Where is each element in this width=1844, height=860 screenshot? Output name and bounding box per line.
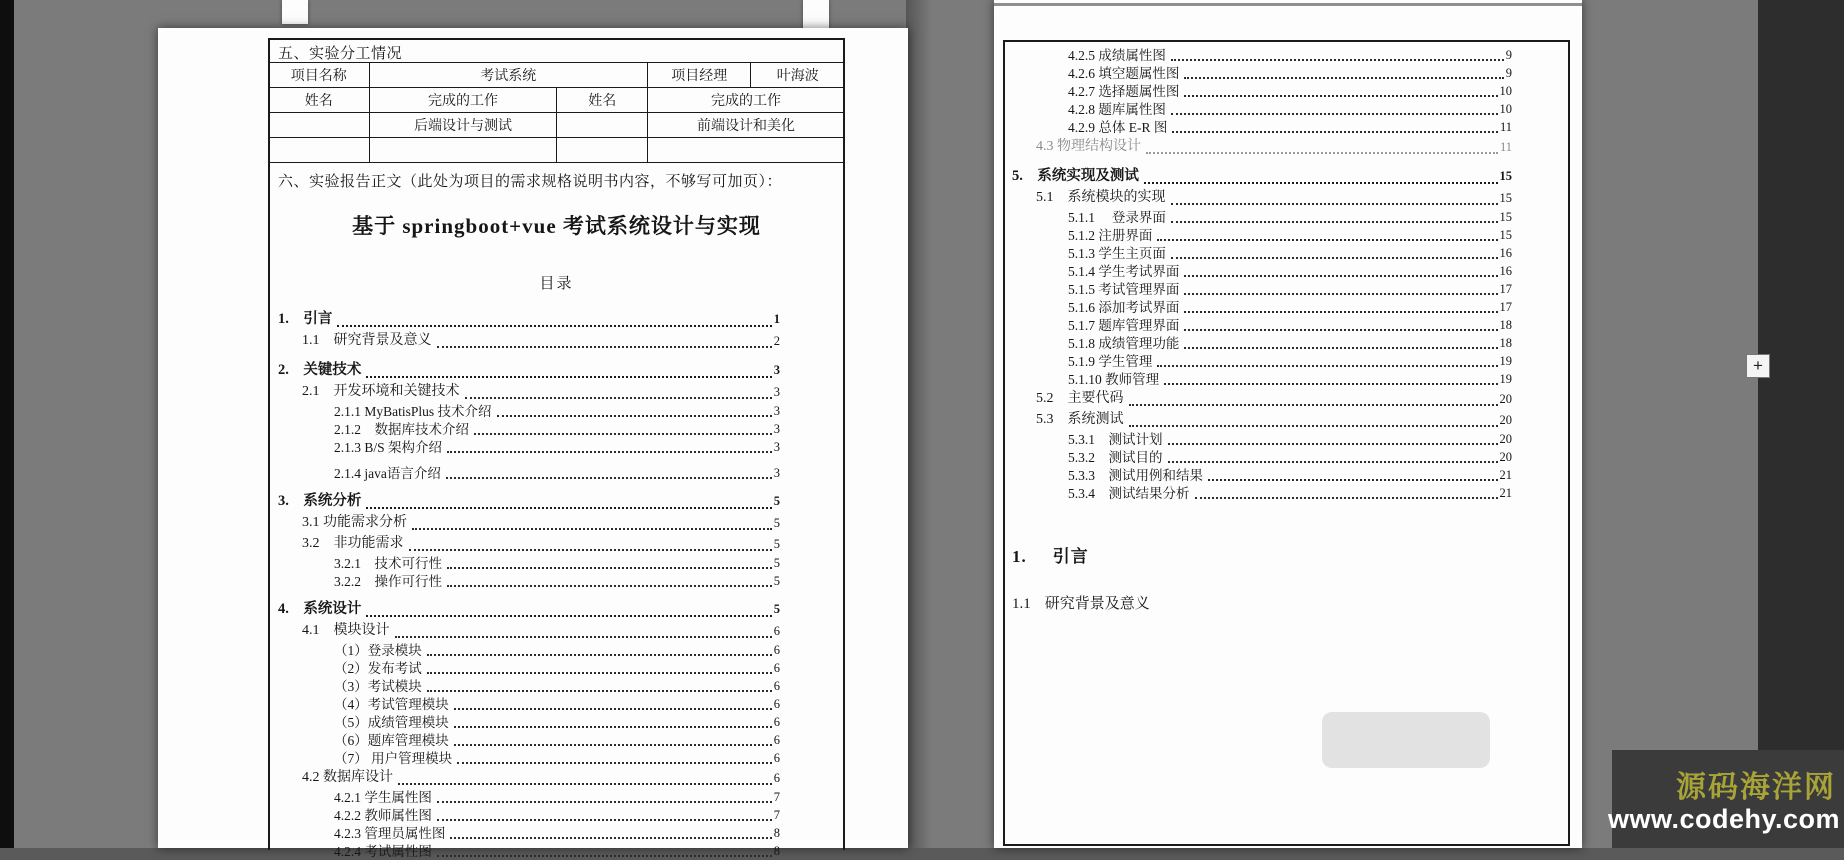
toc-dot-leader (1195, 497, 1498, 499)
section-1-1-heading (1012, 592, 1150, 613)
toc-dot-leader (465, 397, 772, 399)
cell-project-name-label: 项目名称 (269, 63, 370, 88)
toc-entry-label: 2. 关键技术 (278, 362, 362, 378)
toc-dot-leader (1171, 257, 1498, 259)
table-row (269, 113, 845, 138)
toc-entry-label: 5. 系统实现及测试 (1012, 168, 1139, 184)
cell-empty (557, 138, 647, 163)
toc-entry-page-number: 15 (1499, 210, 1512, 224)
toc-entry-label: 5.1.4 学生考试界面 (1068, 264, 1180, 279)
toc-dot-leader (447, 451, 772, 453)
toc-entry[interactable] (1012, 448, 1512, 466)
toc-dot-leader (1146, 152, 1498, 154)
toc-dot-leader (1171, 221, 1498, 223)
toc-entry-page-number: 1 (773, 312, 780, 326)
toc-entry-page-number: 5 (773, 556, 780, 570)
toc-entry-label: 5.3.3 测试用例和结果 (1068, 468, 1203, 483)
toc-entry[interactable] (1012, 409, 1512, 430)
toc-entry-page-number: 7 (773, 808, 780, 822)
toc-dot-leader (437, 801, 772, 803)
toc-dot-leader (1184, 275, 1497, 277)
toc-entry-label: 5.1.3 学生主页面 (1068, 246, 1166, 261)
toc-entry[interactable] (278, 438, 780, 456)
toc-entry-label: 2.1.1 MyBatisPlus 技术介绍 (334, 404, 492, 419)
page-corner-tab-left (282, 0, 308, 24)
toc-entry-page-number: 3 (773, 422, 780, 436)
toc-entry[interactable] (1012, 64, 1512, 82)
toc-entry-label: 4.3 物理结构设计 (1036, 139, 1141, 154)
toc-entry[interactable] (1012, 100, 1512, 118)
cell-work-label-1: 完成的工作 (369, 88, 557, 113)
table-row (269, 63, 845, 88)
toc-entry-page-number: 3 (773, 440, 780, 454)
toc-entry[interactable] (1012, 46, 1512, 64)
toc-dot-leader (1184, 329, 1497, 331)
toc-entry-page-number: 17 (1499, 282, 1512, 296)
cell-name-label-1: 姓名 (269, 88, 370, 113)
toc-entry-page-number: 6 (773, 661, 780, 675)
toc-dot-leader (437, 819, 772, 821)
toc-entry-label: 4.1 模块设计 (302, 623, 390, 638)
toc-entry[interactable] (1012, 244, 1512, 262)
toc-dot-leader (454, 744, 772, 746)
toc-entry[interactable] (1012, 484, 1512, 502)
toc-entry[interactable] (278, 488, 780, 512)
toc-dot-leader (437, 346, 772, 348)
toc-entry[interactable] (278, 381, 780, 402)
toc-dot-leader (409, 549, 772, 551)
toc-entry-label: 5.1 系统模块的实现 (1036, 190, 1166, 205)
toc-entry[interactable] (278, 620, 780, 641)
toc-entry-page-number: 6 (773, 733, 780, 747)
toc-entry-label: （6）题库管理模块 (334, 733, 449, 748)
toc-entry-page-number: 15 (1499, 191, 1512, 205)
toc-entry-page-number: 15 (1499, 228, 1512, 242)
toc-entry-label: 1. 引言 (278, 311, 333, 327)
toc-entry-page-number: 11 (1499, 120, 1512, 134)
toc-entry-page-number: 20 (1499, 413, 1512, 427)
toc-entry-page-number: 10 (1499, 84, 1512, 98)
toc-entry-page-number: 21 (1499, 468, 1512, 482)
toc-entry-page-number: 19 (1499, 354, 1512, 368)
toc-entry[interactable] (1012, 118, 1512, 136)
toc-entry-page-number: 6 (773, 624, 780, 638)
toc-entry-label: 4.2.1 学生属性图 (334, 790, 432, 805)
toc-entry-label: 4.2.6 填空题属性图 (1068, 66, 1180, 81)
toc-entry-label: 4.2.7 选择题属性图 (1068, 84, 1180, 99)
toc-entry-label: 5.3.4 测试结果分析 (1068, 486, 1190, 501)
toc-entry-label: 4.2 数据库设计 (302, 770, 393, 785)
toc-dot-leader (437, 855, 772, 857)
section-1-number: 1. (1012, 547, 1027, 566)
toc-dot-leader (1184, 347, 1497, 349)
cell-empty (269, 113, 370, 138)
toc-dot-leader (1171, 59, 1504, 61)
section-1-1-number: 1.1 (1012, 596, 1031, 612)
toc-entry[interactable] (278, 512, 780, 533)
toc-entry-label: 4.2.3 管理员属性图 (334, 826, 446, 841)
toc-entry-page-number: 5 (773, 537, 780, 551)
cell-work-label-2: 完成的工作 (647, 88, 844, 113)
toc-entry-label: 2.1.4 java语言介绍 (334, 466, 441, 481)
toc-entry-page-number: 6 (773, 715, 780, 729)
toc-dot-leader (366, 615, 771, 617)
toc-entry-page-number: 3 (773, 385, 780, 399)
left-black-strip (0, 0, 14, 848)
toc-entry[interactable] (278, 572, 780, 590)
toc-entry-page-number: 8 (773, 844, 780, 858)
toc-dot-leader (497, 415, 772, 417)
toc-dot-leader (454, 726, 772, 728)
toc-dot-leader (1157, 239, 1497, 241)
toc-entry-page-number: 17 (1499, 300, 1512, 314)
page-corner-tab-middle (803, 0, 829, 30)
toc-dot-leader (427, 672, 772, 674)
toc-entry-label: 4.2.2 教师属性图 (334, 808, 432, 823)
right-dark-panel (1758, 0, 1844, 848)
toc-entry-page-number: 3 (773, 466, 780, 480)
toc-entry-page-number: 6 (773, 679, 780, 693)
section-1-1-title: 研究背景及意义 (1044, 596, 1150, 612)
toc-entry-page-number: 6 (773, 771, 780, 785)
toc-entry-page-number: 18 (1499, 318, 1512, 332)
toc-dot-leader (1144, 182, 1498, 184)
toc-entry[interactable] (1012, 352, 1512, 370)
toc-right-column (1012, 46, 1512, 502)
toc-entry-label: 3.2.2 操作可行性 (334, 574, 442, 589)
toc-dot-leader (427, 654, 772, 656)
toc-entry-label: 3. 系统分析 (278, 493, 362, 509)
toc-entry[interactable] (278, 659, 780, 677)
toc-entry[interactable] (278, 788, 780, 806)
toc-dot-leader (427, 690, 772, 692)
toc-entry[interactable] (1012, 388, 1512, 409)
toc-entry-label: 5.1.2 注册界面 (1068, 228, 1153, 243)
toc-entry[interactable] (1012, 226, 1512, 244)
section-1-title: 引言 (1052, 547, 1089, 566)
toc-dot-leader (450, 837, 771, 839)
toc-dot-leader (1184, 311, 1497, 313)
right-page-top-edge (994, 3, 1582, 6)
page-gap-shadow (906, 0, 932, 848)
toc-entry-label: （7） 用户管理模块 (334, 751, 453, 766)
toc-dot-leader (446, 477, 772, 479)
toc-entry[interactable] (278, 731, 780, 749)
cell-empty (369, 138, 557, 163)
toc-entry[interactable] (278, 842, 780, 860)
toc-dot-leader (1164, 383, 1497, 385)
toc-entry-label: 2.1.2 数据库技术介绍 (334, 422, 469, 437)
toc-entry-page-number: 5 (773, 516, 780, 530)
toc-entry[interactable] (278, 677, 780, 695)
table-row (269, 88, 845, 113)
toc-entry[interactable] (278, 767, 780, 788)
toc-entry-label: 2.1 开发环境和关键技术 (302, 384, 460, 399)
toc-entry-page-number: 9 (1505, 48, 1512, 62)
toc-entry[interactable] (278, 824, 780, 842)
toc-entry-page-number: 9 (1505, 66, 1512, 80)
toc-entry[interactable] (278, 306, 780, 330)
toc-dot-leader (454, 708, 772, 710)
toc-entry-label: 3.1 功能需求分析 (302, 515, 407, 530)
assignment-table (268, 62, 845, 163)
cell-manager-label: 项目经理 (647, 63, 751, 88)
cell-frontend-work: 前端设计和美化 (647, 113, 844, 138)
toc-entry[interactable] (1012, 298, 1512, 316)
toc-entry[interactable] (1012, 82, 1512, 100)
toc-entry-page-number: 18 (1499, 336, 1512, 350)
toc-entry-page-number: 16 (1499, 264, 1512, 278)
toc-entry[interactable] (1012, 280, 1512, 298)
toc-dot-leader (1184, 293, 1497, 295)
toc-entry-page-number: 6 (773, 643, 780, 657)
toc-entry-label: 5.1.6 添加考试界面 (1068, 300, 1180, 315)
cell-empty (647, 138, 844, 163)
toc-entry-page-number: 3 (773, 363, 780, 377)
toc-entry-page-number: 8 (773, 826, 780, 840)
toc-entry-label: （4）考试管理模块 (334, 697, 449, 712)
toc-entry-label: （3）考试模块 (334, 679, 422, 694)
toc-entry-page-number: 3 (773, 404, 780, 418)
toc-entry[interactable] (278, 357, 780, 381)
toc-entry-label: （1）登录模块 (334, 643, 422, 658)
toc-entry-label: 5.2 主要代码 (1036, 391, 1124, 406)
toc-entry[interactable] (1012, 163, 1512, 187)
section5-heading: 五、实验分工情况 (278, 46, 403, 62)
toc-entry[interactable] (278, 596, 780, 620)
toc-entry-page-number: 16 (1499, 246, 1512, 260)
toc-dot-leader (1168, 443, 1498, 445)
toc-entry-page-number: 11 (1499, 140, 1512, 154)
watermark-site-url: www.codehy.com (1608, 804, 1841, 834)
toc-dot-leader (412, 528, 772, 530)
toc-entry-page-number: 6 (773, 751, 780, 765)
toc-dot-leader (366, 376, 771, 378)
toc-dot-leader (1184, 95, 1497, 97)
toc-dot-leader (1171, 203, 1498, 205)
toc-entry-page-number: 5 (773, 494, 780, 508)
cell-manager-value: 叶海波 (751, 63, 845, 88)
toc-entry-label: 5.3.2 测试目的 (1068, 450, 1163, 465)
toc-entry-label: 1.1 研究背景及意义 (302, 333, 432, 348)
cell-empty (557, 113, 647, 138)
blurred-watermark-patch (1322, 712, 1490, 768)
toc-left-column (278, 300, 780, 860)
cell-name-label-2: 姓名 (557, 88, 647, 113)
toc-entry-page-number: 15 (1499, 169, 1512, 183)
toc-entry-label: 5.1.8 成绩管理功能 (1068, 336, 1180, 351)
toc-entry[interactable] (1012, 136, 1512, 157)
toc-entry-label: 5.1.1 登录界面 (1068, 210, 1166, 225)
toc-dot-leader (337, 325, 771, 327)
document-title: 基于 springboot+vue 考试系统设计与实现 (352, 214, 761, 238)
cell-backend-work: 后端设计与测试 (369, 113, 557, 138)
toc-dot-leader (447, 567, 772, 569)
toc-dot-leader (1172, 131, 1498, 133)
toc-entry-page-number: 19 (1499, 372, 1512, 386)
toc-dot-leader (457, 762, 772, 764)
toc-entry[interactable] (1012, 316, 1512, 334)
toc-entry-page-number: 6 (773, 697, 780, 711)
toc-entry[interactable] (1012, 466, 1512, 484)
toc-entry[interactable] (1012, 370, 1512, 388)
toc-entry-page-number: 7 (773, 790, 780, 804)
toc-entry[interactable] (278, 464, 780, 482)
toc-entry[interactable] (1012, 430, 1512, 448)
toc-entry[interactable] (278, 402, 780, 420)
toc-entry-label: 4.2.4 考试属性图 (334, 844, 432, 859)
toc-entry[interactable] (278, 420, 780, 438)
expand-button[interactable]: + (1746, 354, 1770, 378)
toc-dot-leader (398, 783, 772, 785)
toc-entry[interactable] (278, 533, 780, 554)
toc-dot-leader (1129, 404, 1498, 406)
toc-dot-leader (1157, 365, 1497, 367)
toc-dot-leader (1168, 461, 1498, 463)
toc-dot-leader (366, 507, 771, 509)
toc-entry-label: （5）成绩管理模块 (334, 715, 449, 730)
toc-entry[interactable] (278, 695, 780, 713)
toc-entry[interactable] (278, 554, 780, 572)
toc-entry-page-number: 5 (773, 574, 780, 588)
toc-entry-label: 4.2.5 成绩属性图 (1068, 48, 1166, 63)
toc-entry[interactable] (1012, 187, 1512, 208)
watermark-site-name: 源码海洋网 (1676, 771, 1836, 804)
toc-entry-label: 5.1.10 教师管理 (1068, 372, 1160, 387)
toc-dot-leader (1129, 425, 1498, 427)
toc-entry-page-number: 21 (1499, 486, 1512, 500)
toc-entry-label: 4.2.8 题库属性图 (1068, 102, 1166, 117)
toc-entry-label: 2.1.3 B/S 架构介绍 (334, 440, 443, 455)
toc-dot-leader (474, 433, 772, 435)
toc-entry[interactable] (278, 806, 780, 824)
toc-entry-page-number: 20 (1499, 392, 1512, 406)
toc-entry-label: 4. 系统设计 (278, 601, 362, 617)
toc-entry-page-number: 10 (1499, 102, 1512, 116)
toc-dot-leader (395, 636, 772, 638)
toc-entry[interactable] (278, 713, 780, 731)
table-row (269, 138, 845, 163)
section6-heading: 六、实验报告正文（此处为项目的需求规格说明书内容，不够写可加页）： (278, 174, 783, 190)
toc-dot-leader (1171, 113, 1498, 115)
toc-entry-label: 3.2.1 技术可行性 (334, 556, 442, 571)
toc-entry-page-number: 20 (1499, 432, 1512, 446)
toc-entry-page-number: 20 (1499, 450, 1512, 464)
toc-entry[interactable] (1012, 208, 1512, 226)
toc-entry-label: 3.2 非功能需求 (302, 536, 404, 551)
toc-entry[interactable] (278, 641, 780, 659)
toc-title: 目录 (539, 276, 574, 292)
toc-entry-label: （2）发布考试 (334, 661, 422, 676)
cell-project-name-value: 考试系统 (369, 63, 647, 88)
toc-entry-label: 5.3.1 测试计划 (1068, 432, 1163, 447)
toc-entry-label: 5.1.5 考试管理界面 (1068, 282, 1180, 297)
toc-entry-label: 5.1.7 题库管理界面 (1068, 318, 1180, 333)
toc-dot-leader (1184, 77, 1503, 79)
toc-dot-leader (1208, 479, 1498, 481)
cell-empty (269, 138, 370, 163)
toc-entry[interactable] (1012, 262, 1512, 280)
toc-entry-label: 4.2.9 总体 E-R 图 (1068, 120, 1168, 135)
toc-dot-leader (447, 585, 772, 587)
toc-entry-page-number: 2 (773, 334, 780, 348)
toc-entry[interactable] (278, 330, 780, 351)
toc-entry-page-number: 5 (773, 602, 780, 616)
toc-entry[interactable] (1012, 334, 1512, 352)
toc-entry-label: 5.3 系统测试 (1036, 412, 1124, 427)
section-1-heading (1012, 542, 1089, 567)
toc-entry-label: 5.1.9 学生管理 (1068, 354, 1153, 369)
toc-entry[interactable] (278, 749, 780, 767)
